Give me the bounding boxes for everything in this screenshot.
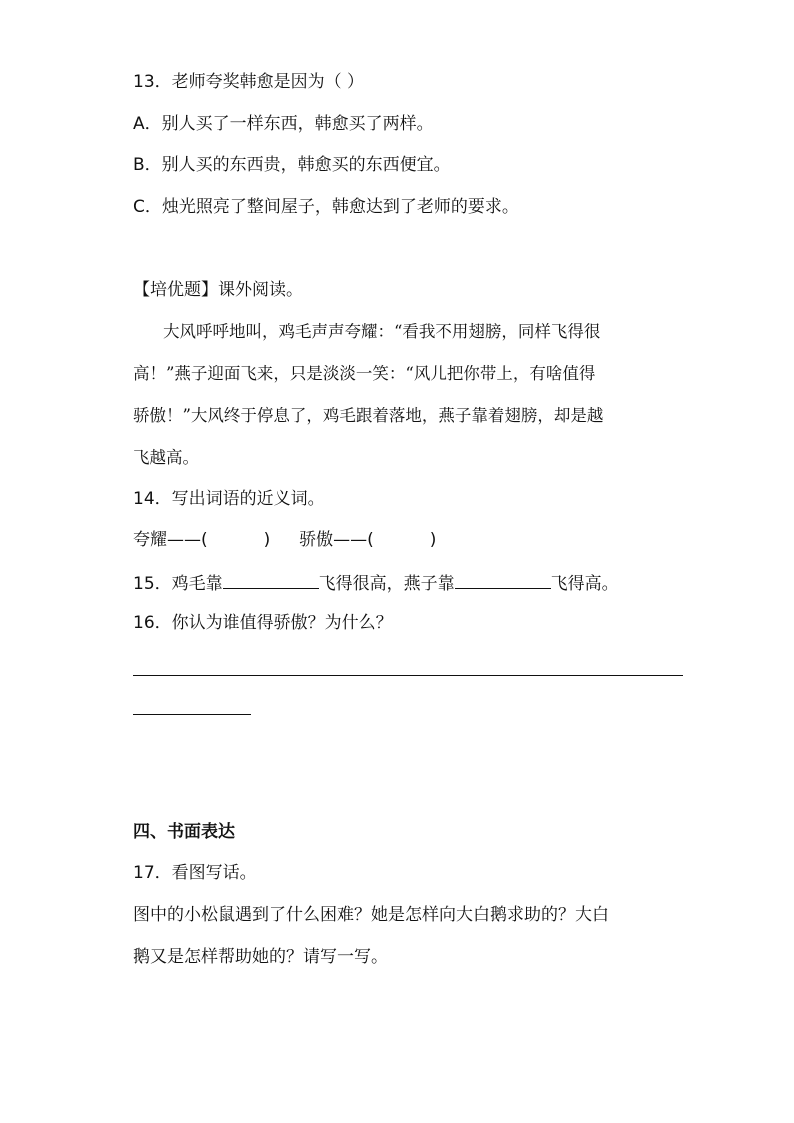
q17-prompt-line-2: 鹅又是怎样帮助她的？请写一写。 <box>133 947 388 967</box>
q14-word-jiaoao: 骄傲——( <box>299 530 374 550</box>
q15-part3: 飞得高。 <box>550 574 619 594</box>
q13-stem: 13．老师夸奖韩愈是因为（ ） <box>133 72 365 92</box>
q16-answer-line-1[interactable] <box>133 675 683 676</box>
q15-part1: 15．鸡毛靠 <box>133 574 223 594</box>
q13-option-c: C．烛光照亮了整间屋子，韩愈达到了老师的要求。 <box>133 197 519 217</box>
q14-close-paren-2: ) <box>429 530 437 550</box>
q13-option-b: B．别人买的东西贵，韩愈买的东西便宜。 <box>133 155 451 175</box>
passage-line: 大风呼呼地叫，鸡毛声声夸耀：“看我不用翅膀，同样飞得很 <box>163 322 601 341</box>
q14-stem: 14．写出词语的近义词。 <box>133 489 325 509</box>
q15-blank-2[interactable] <box>455 570 551 589</box>
passage-line: 飞越高。 <box>133 448 199 467</box>
q14-synonym-row <box>133 528 436 552</box>
section4-heading: 四、书面表达 <box>133 822 235 842</box>
passage-line: 高！”燕子迎面飞来，只是淡淡一笑：“风儿把你带上，有啥值得 <box>133 364 596 383</box>
q17-prompt-line-1: 图中的小松鼠遇到了什么困难？她是怎样向大白鹅求助的？大白 <box>133 905 609 925</box>
q14-close-paren-1: ) <box>263 530 271 550</box>
q14-word-kuayao: 夸耀——( <box>133 530 208 550</box>
q16-stem: 16．你认为谁值得骄傲？为什么？ <box>133 613 393 633</box>
q15-part2: 飞得很高，燕子靠 <box>318 574 455 594</box>
q15-blank-1[interactable] <box>223 570 319 589</box>
passage-line: 骄傲！”大风终于停息了，鸡毛跟着落地，燕子靠着翅膀，却是越 <box>133 406 604 425</box>
reading-heading: 【培优题】课外阅读。 <box>133 280 303 300</box>
q13-option-a: A．别人买了一样东西，韩愈买了两样。 <box>133 114 434 134</box>
q15-row <box>133 570 619 596</box>
q17-stem: 17．看图写话。 <box>133 863 257 883</box>
q16-answer-line-2[interactable] <box>133 714 251 715</box>
